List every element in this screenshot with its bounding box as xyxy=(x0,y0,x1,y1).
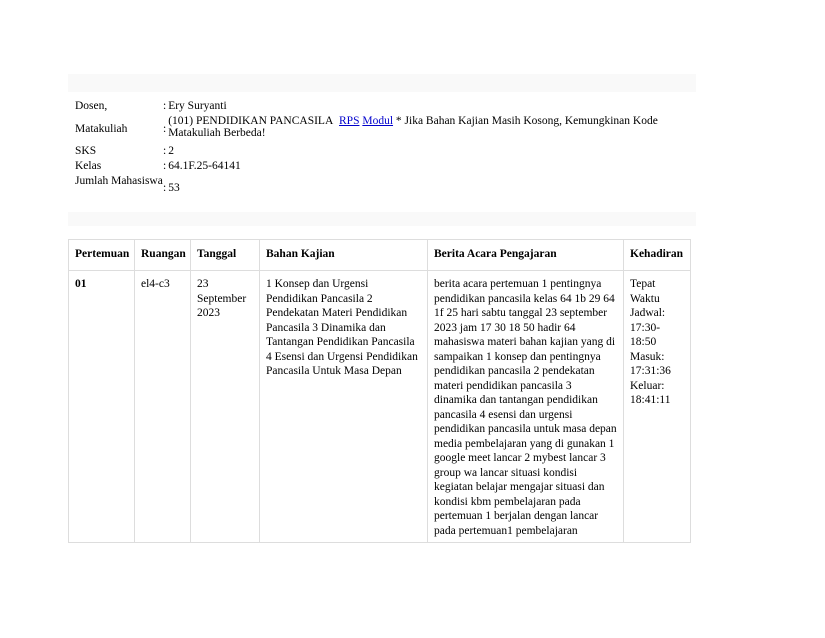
cell-tanggal: 23 September 2023 xyxy=(191,271,260,543)
separator-band xyxy=(68,212,696,226)
table-row xyxy=(69,271,691,543)
table-header-row xyxy=(69,240,691,271)
cell-pertemuan: 01 xyxy=(69,271,135,543)
jumlah-mahasiswa-row xyxy=(75,175,695,201)
dosen-row xyxy=(75,100,695,115)
top-band xyxy=(68,74,696,92)
header-berita-acara: Berita Acara Pengajaran xyxy=(428,240,624,271)
colon: : xyxy=(163,123,167,135)
dosen-value: Ery Suryanti xyxy=(168,100,227,112)
colon: : xyxy=(163,160,167,172)
cell-bahan-kajian: 1 Konsep dan Urgensi Pendidikan Pancasila 2 Pendekatan Materi Pendidikan Pancasila 3 Dinamika dan Tantangan Pendidikan Pancasila 4 Esensi dan Urgensi Pendidikan Pancasila Untuk Masa Depan xyxy=(260,271,428,543)
cell-ruangan: el4-c3 xyxy=(135,271,191,543)
matakuliah-label: Matakuliah xyxy=(75,123,128,135)
jumlah-mahasiswa-value: 53 xyxy=(168,182,180,194)
dosen-label: Dosen, xyxy=(75,100,108,112)
header-kehadiran: Kehadiran xyxy=(624,240,691,271)
colon: : xyxy=(163,182,167,194)
kelas-value: 64.1F.25-64141 xyxy=(168,160,241,172)
matakuliah-name: (101) PENDIDIKAN PANCASILA xyxy=(168,115,334,127)
matakuliah-value xyxy=(168,115,695,139)
matakuliah-row xyxy=(75,115,695,143)
jumlah-mahasiswa-label: Jumlah Mahasiswa xyxy=(75,175,163,187)
modul-link[interactable]: Modul xyxy=(362,115,394,127)
sks-row xyxy=(75,145,695,160)
header-pertemuan: Pertemuan xyxy=(69,240,135,271)
cell-kehadiran: Tepat Waktu Jadwal: 17:30-18:50 Masuk: 17:31:36 Keluar: 18:41:11 xyxy=(624,271,691,543)
kelas-row xyxy=(75,160,695,175)
schedule-table xyxy=(68,239,691,543)
matakuliah-note: * Jika Bahan Kajian Masih Kosong, Kemungkinan Kode Matakuliah Berbeda! xyxy=(168,115,658,139)
course-info xyxy=(75,100,695,201)
sks-label: SKS xyxy=(75,145,97,157)
header-ruangan: Ruangan xyxy=(135,240,191,271)
cell-berita-acara: berita acara pertemuan 1 pentingnya pendidikan pancasila kelas 64 1b 29 64 1f 25 hari sabtu tanggal 23 september 2023 jam 17 30 18 50 hadir 64 mahasiswa materi bahan kajian yang di sampaikan 1 konsep dan pentingnya pendidikan pancasila 2 pendekatan materi pendidikan pancasila 3 dinamika dan tantangan pendidikan pancasila 4 esensi dan urgensi pendidikan pancasila untuk masa depan media pembelajaran yang di gunakan 1 google meet lancar 2 mybest lancar 3 group wa lancar situasi kondisi kegiatan belajar mengajar situasi dan kondisi kbm pembelajaran pada pertemuan 1 berjalan dengan lancar pada pertemuan1 pembelajaran xyxy=(428,271,624,543)
kelas-label: Kelas xyxy=(75,160,102,172)
colon: : xyxy=(163,145,167,157)
colon: : xyxy=(163,100,167,112)
sks-value: 2 xyxy=(168,145,174,157)
header-bahan-kajian: Bahan Kajian xyxy=(260,240,428,271)
rps-link[interactable]: RPS xyxy=(339,115,360,127)
header-tanggal: Tanggal xyxy=(191,240,260,271)
